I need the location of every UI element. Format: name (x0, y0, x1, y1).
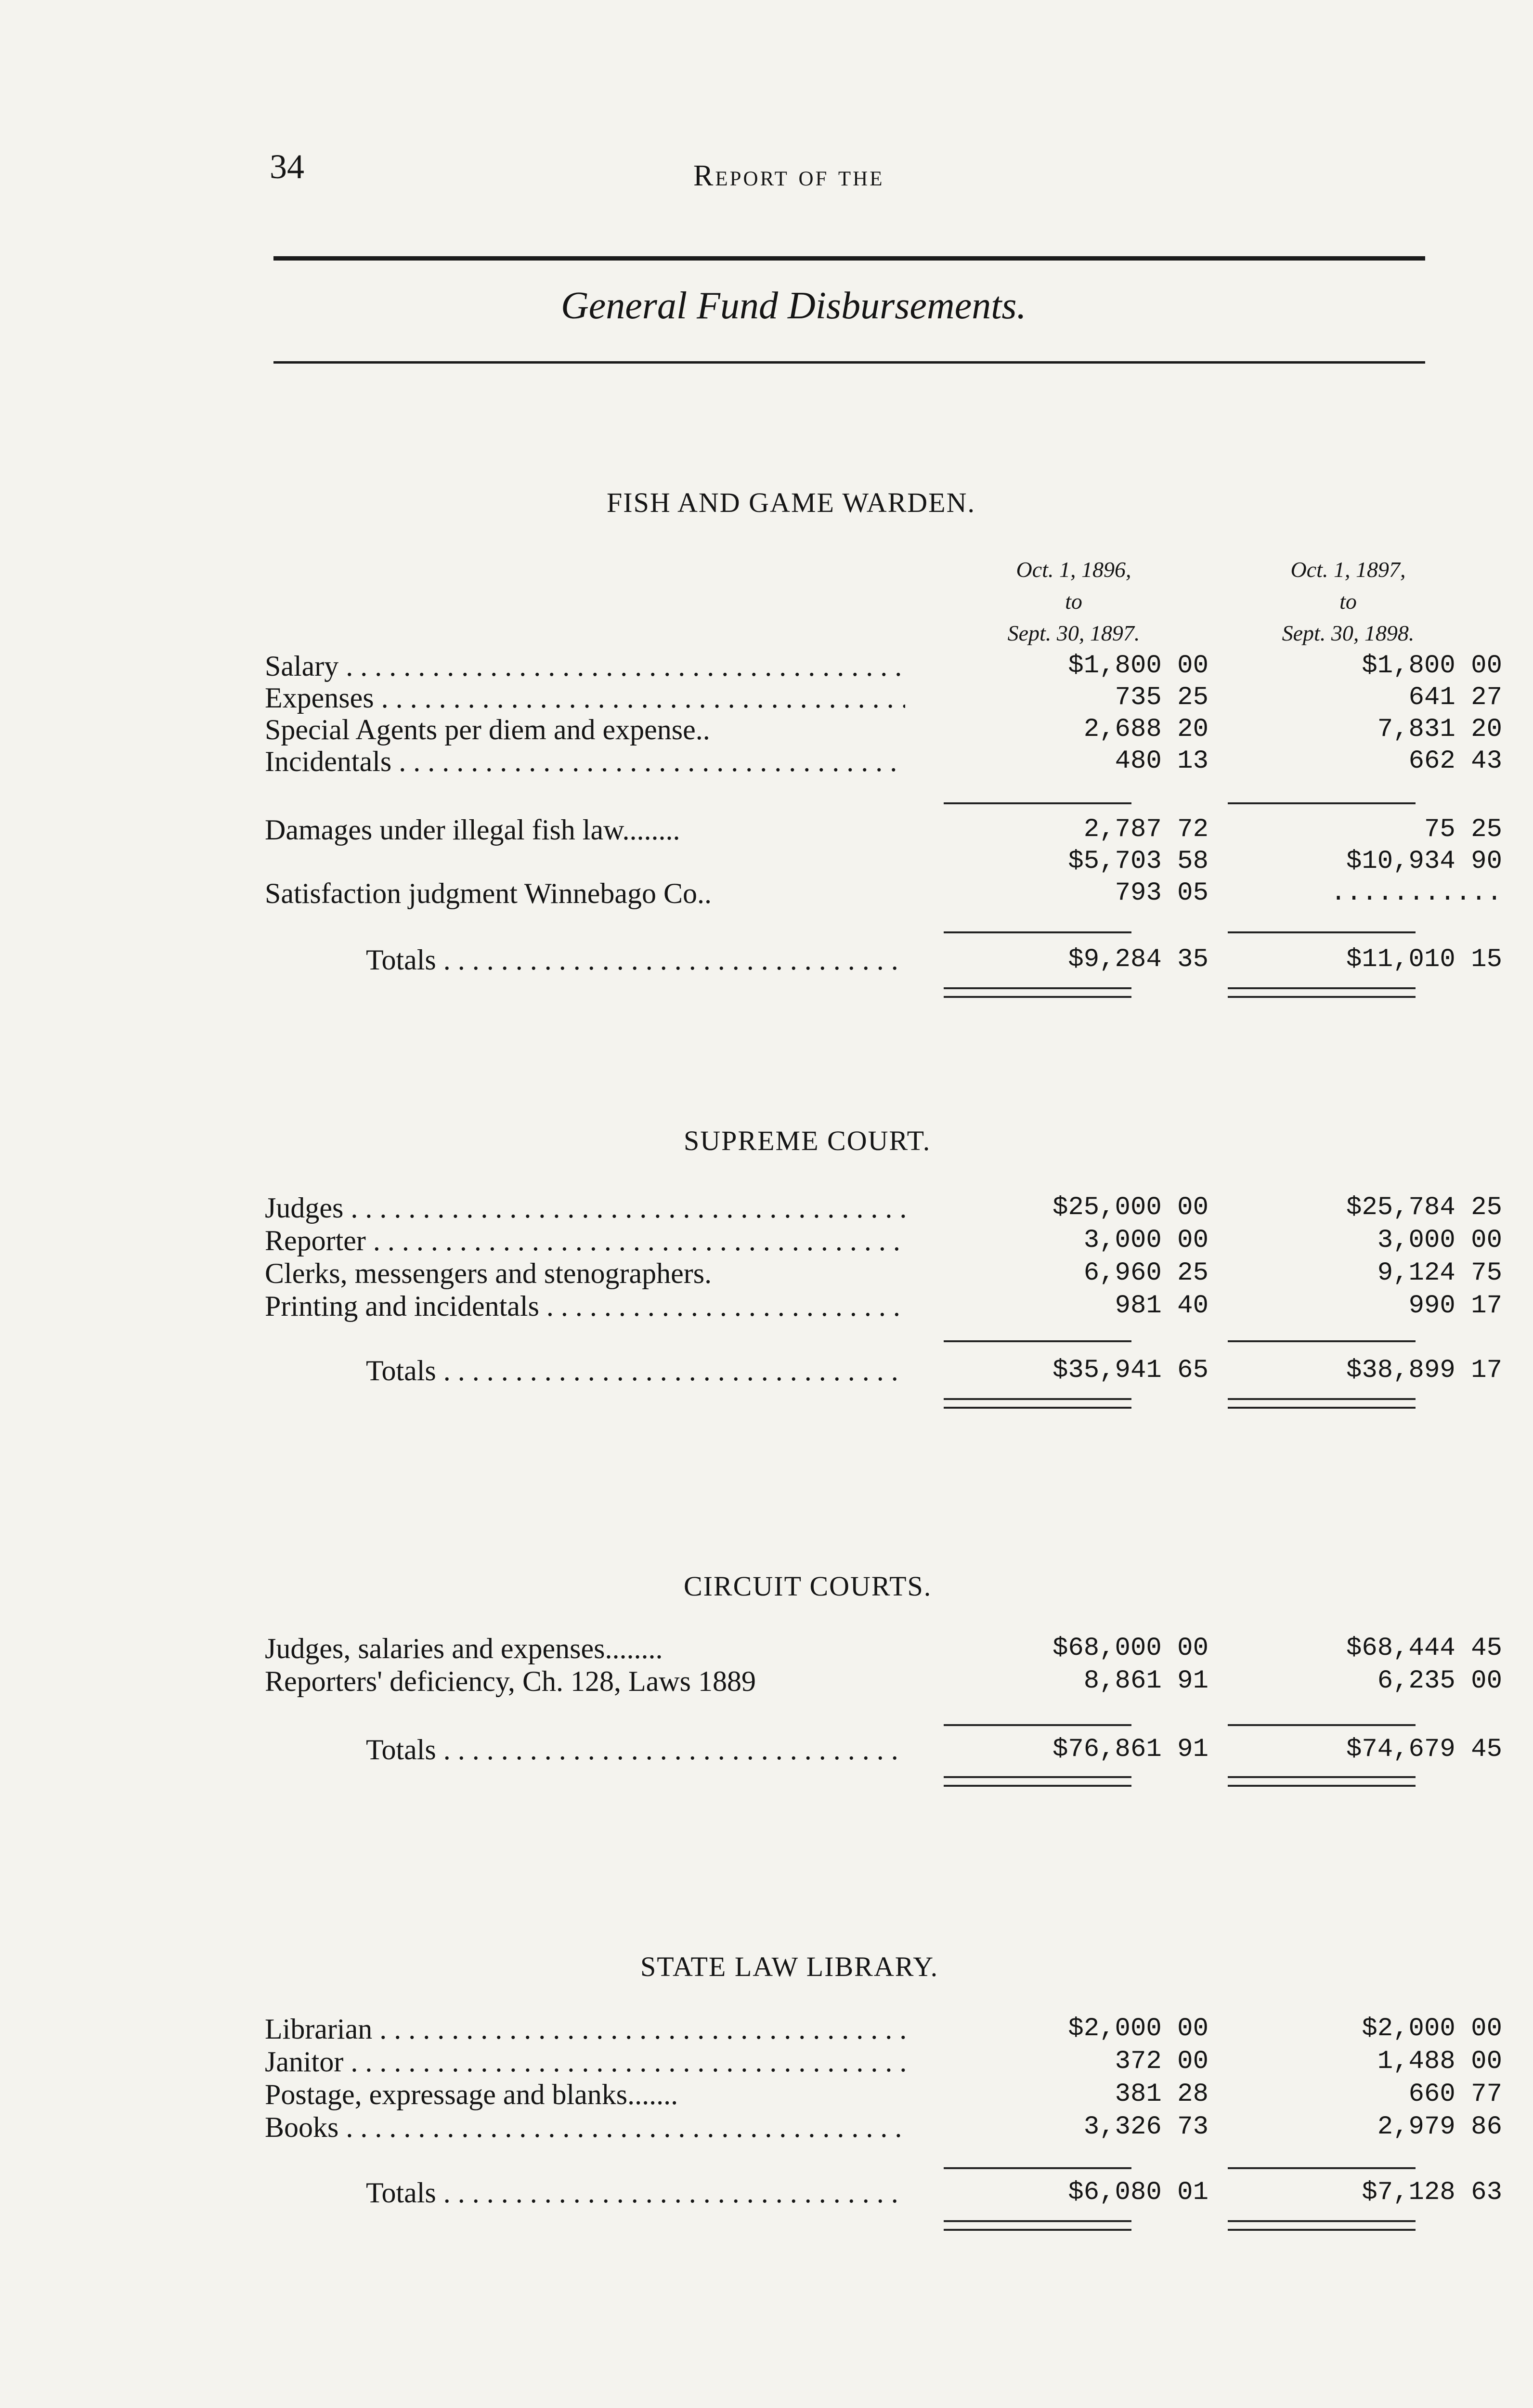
totals-row (265, 1734, 1502, 1766)
col-head-line: to (1065, 589, 1082, 614)
amount-1897: 3,326 73 (1083, 2112, 1208, 2142)
col-head-line: Oct. 1, 1897, (1290, 557, 1406, 582)
amount-1898: 75 25 (1424, 815, 1502, 844)
amount-1897: 793 05 (1115, 878, 1208, 908)
total-rule (944, 2167, 1131, 2169)
column-head-1896 (948, 554, 1199, 649)
total-1898: $38,899 17 (1346, 1356, 1502, 1385)
section-title: CIRCUIT COURTS. (684, 1570, 932, 1602)
page-number: 34 (270, 147, 304, 186)
table-row (265, 1225, 1502, 1256)
fund-title: General Fund Disbursements. (561, 285, 1026, 327)
row-label: Judges, salaries and expenses........ (265, 1633, 663, 1664)
row-label: Reporter . . . (265, 1225, 905, 1256)
total-rule (1228, 2167, 1416, 2169)
amount-1898: 1,488 00 (1377, 2047, 1502, 2076)
total-rule (1228, 1340, 1416, 1342)
table-row (265, 682, 1502, 714)
amount-1898: 2,979 86 (1377, 2112, 1502, 2142)
amount-1898: 662 43 (1408, 746, 1502, 776)
table-row (265, 1257, 1502, 1289)
double-rule (944, 2220, 1131, 2231)
amount-1898: 641 27 (1408, 683, 1502, 712)
amount-1898: ........... (1330, 878, 1502, 908)
total-1898: $11,010 15 (1346, 945, 1502, 974)
amount-1897: $5,703 58 (1068, 847, 1208, 876)
amount-1897: 2,688 20 (1083, 715, 1208, 744)
row-label: Judges . . . (265, 1192, 905, 1224)
amount-1898: 660 77 (1408, 2080, 1502, 2109)
table-row (265, 814, 1502, 846)
double-rule (1228, 2220, 1416, 2231)
total-rule (1228, 931, 1416, 933)
row-label: Special Agents per diem and expense.. (265, 714, 710, 746)
table-row (265, 650, 1502, 682)
amount-1897: $2,000 00 (1068, 2014, 1208, 2043)
col-head-line: Sept. 30, 1897. (1007, 621, 1140, 645)
row-label: Printing and incidentals . . . (265, 1290, 905, 1322)
subtotal-rule (944, 802, 1131, 804)
table-row (265, 1665, 1502, 1697)
double-rule (944, 1776, 1131, 1787)
column-head-1897 (1223, 554, 1473, 649)
row-label: Expenses . . . (265, 682, 905, 714)
section-fish-game (265, 486, 1502, 1026)
amount-1898: $1,800 00 (1362, 651, 1502, 681)
table-row (265, 846, 1502, 877)
row-label: Satisfaction judgment Winnebago Co.. (265, 877, 712, 909)
totals-label: Totals . . . (366, 2177, 905, 2209)
total-1898: $74,679 45 (1346, 1735, 1502, 1764)
table-row (265, 746, 1502, 777)
total-rule (944, 1724, 1131, 1726)
total-1897: $6,080 01 (1068, 2178, 1208, 2207)
section-supreme-court (265, 1125, 1502, 1423)
section-circuit-courts (265, 1570, 1502, 1801)
col-head-line: Sept. 30, 1898. (1282, 621, 1415, 645)
amount-1898: 3,000 00 (1377, 1226, 1502, 1255)
row-label: Janitor . . . (265, 2046, 905, 2078)
table-row (265, 2079, 1502, 2110)
title-rule (273, 361, 1425, 364)
double-rule (944, 987, 1131, 998)
total-1897: $9,284 35 (1068, 945, 1208, 974)
amount-1897: 381 28 (1115, 2080, 1208, 2109)
running-head: Report of the (693, 159, 884, 192)
row-label: Damages under illegal fish law........ (265, 814, 680, 846)
amount-1897: $1,800 00 (1068, 651, 1208, 681)
amount-1897: 372 00 (1115, 2047, 1208, 2076)
table-row (265, 2111, 1502, 2143)
amount-1897: $68,000 00 (1052, 1634, 1208, 1663)
amount-1897: 480 13 (1115, 746, 1208, 776)
amount-1898: 6,235 00 (1377, 1666, 1502, 1696)
double-rule (1228, 1776, 1416, 1787)
row-label: Reporters' deficiency, Ch. 128, Laws 1889 (265, 1665, 756, 1697)
row-label: Salary . . . (265, 650, 905, 682)
totals-row (265, 1355, 1502, 1387)
row-label: Postage, expressage and blanks....... (265, 2079, 678, 2110)
row-label: Librarian . . . (265, 2013, 905, 2045)
table-row (265, 1192, 1502, 1224)
totals-label: Totals . . . (366, 944, 905, 976)
table-row (265, 1290, 1502, 1322)
double-rule (1228, 1398, 1416, 1409)
amount-1897: 6,960 25 (1083, 1258, 1208, 1288)
amount-1897: $25,000 00 (1052, 1193, 1208, 1222)
total-1897: $35,941 65 (1052, 1356, 1208, 1385)
amount-1898: $10,934 90 (1346, 847, 1502, 876)
amount-1897: 735 25 (1115, 683, 1208, 712)
double-rule (944, 1398, 1131, 1409)
table-row (265, 1633, 1502, 1664)
header-rule (273, 256, 1425, 261)
amount-1898: 990 17 (1408, 1291, 1502, 1321)
table-row (265, 2013, 1502, 2045)
section-title: SUPREME COURT. (684, 1125, 931, 1156)
section-title: FISH AND GAME WARDEN. (607, 487, 975, 518)
amount-1898: $2,000 00 (1362, 2014, 1502, 2043)
total-rule (1228, 1724, 1416, 1726)
row-label: Incidentals . . . (265, 746, 905, 777)
total-1897: $76,861 91 (1052, 1735, 1208, 1764)
totals-label: Totals . . . (366, 1734, 905, 1766)
section-state-law-library (265, 1950, 1502, 2249)
double-rule (1228, 987, 1416, 998)
section-title: STATE LAW LIBRARY. (640, 1951, 939, 1982)
table-row (265, 877, 1502, 909)
amount-1898: $68,444 45 (1346, 1634, 1502, 1663)
row-label: Clerks, messengers and stenographers. (265, 1257, 712, 1289)
col-head-line: to (1339, 589, 1357, 614)
totals-label: Totals . . . (366, 1355, 905, 1387)
totals-row (265, 944, 1502, 976)
table-row (265, 714, 1502, 746)
col-head-line: Oct. 1, 1896, (1016, 557, 1131, 582)
amount-1898: 9,124 75 (1377, 1258, 1502, 1288)
total-rule (944, 1340, 1131, 1342)
table-row (265, 2046, 1502, 2078)
amount-1898: $25,784 25 (1346, 1193, 1502, 1222)
subtotal-rule (1228, 802, 1416, 804)
total-rule (944, 931, 1131, 933)
amount-1898: 7,831 20 (1377, 715, 1502, 744)
amount-1897: 981 40 (1115, 1291, 1208, 1321)
amount-1897: 3,000 00 (1083, 1226, 1208, 1255)
total-1898: $7,128 63 (1362, 2178, 1502, 2207)
amount-1897: 8,861 91 (1083, 1666, 1208, 1696)
totals-row (265, 2177, 1502, 2209)
amount-1897: 2,787 72 (1083, 815, 1208, 844)
row-label: Books . . . (265, 2111, 905, 2143)
